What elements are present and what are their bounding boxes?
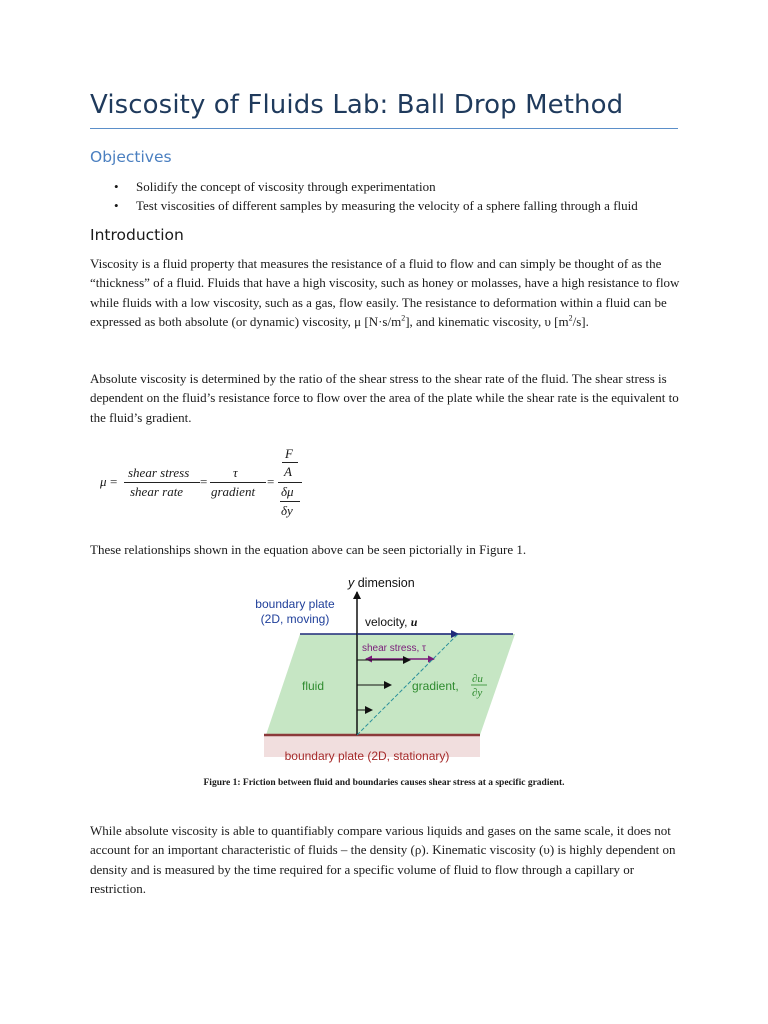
eq-fraction-bar [278, 482, 302, 483]
eq-A: A [284, 464, 292, 479]
introduction-heading: Introduction [90, 226, 184, 244]
shear-stress-label: shear stress, τ [362, 643, 426, 654]
figure-caption: Figure 1: Friction between fluid and boundaries causes shear stress at a specific gradient. [203, 778, 565, 788]
velocity-label: velocity, u [365, 615, 418, 629]
page-title: Viscosity of Fluids Lab: Ball Drop Method [90, 90, 624, 120]
bullet-icon: • [114, 198, 119, 213]
eq-mu: μ [100, 474, 107, 489]
p1-sup-2: 2 [568, 313, 573, 323]
list-item [90, 196, 638, 215]
viscosity-equation [100, 444, 420, 524]
p1-sup-1: 2 [401, 313, 406, 323]
eq-den2: gradient [211, 484, 256, 499]
eq-num2: τ [233, 465, 238, 480]
eq-fraction-bar [280, 501, 300, 502]
moving-plate-label: boundary plate [255, 597, 335, 611]
shear-diagram [240, 572, 530, 772]
fluid-label: fluid [302, 679, 325, 693]
eq-fraction-bar [282, 462, 298, 463]
eq-fraction-bar [210, 482, 266, 483]
moving-plate-sublabel: (2D, moving) [260, 612, 330, 626]
p1-text: Viscosity is a fluid property that measures the resistance of a fluid to flow and can simply be thought of as the “thickness” of a fluid. Fluids that have a high viscosity, such as honey or molasses, have a high resistance to flow while fluids with a low viscosity, such as a gas, flow easily. The resistance to deformation within a fluid can be expressed as both absolute (or dynamic) viscosity, μ [N·s/m [90, 256, 680, 330]
intro-paragraph-4: While absolute viscosity is able to quantifiably compare various liquids and gases on the same scale, it does not account for an important characteristic of fluids – the density (ρ). Kinematic viscosity (υ) is highly dependent on density and is measured by the time required for a specific volume of fluid to flow through a capillary or restriction. [90, 823, 676, 897]
objective-text: Solidify the concept of viscosity through experimentation [136, 179, 436, 194]
gradient-denominator: ∂y [472, 687, 483, 699]
title-underline [90, 128, 678, 129]
eq-F: F [285, 446, 293, 461]
eq-den1: shear rate [130, 484, 184, 499]
gradient-label: gradient, [412, 679, 459, 693]
y-dimension-label: y dimension [348, 576, 415, 590]
eq-num1: shear stress [128, 465, 190, 480]
intro-paragraph-1 [90, 254, 690, 332]
eq-dmu: δμ [281, 484, 294, 499]
bullet-icon: • [114, 179, 119, 194]
eq-fraction-bar [124, 482, 200, 483]
p1-end: /s]. [572, 314, 589, 330]
list-item [90, 177, 638, 196]
objectives-list [90, 177, 638, 215]
objectives-heading: Objectives [90, 148, 172, 166]
eq-equals: = [110, 474, 118, 489]
p1-mid: ], and kinematic viscosity, υ [m [405, 314, 569, 330]
objective-text: Test viscosities of different samples by measuring the velocity of a sphere falling through a fluid [136, 198, 638, 213]
eq-dy: δy [281, 503, 293, 518]
stationary-plate-label: boundary plate (2D, stationary) [284, 749, 450, 763]
intro-paragraph-3: These relationships shown in the equation above can be seen pictorially in Figure 1. [90, 542, 527, 557]
gradient-numerator: ∂u [472, 673, 483, 685]
eq-equals: = [267, 474, 275, 489]
eq-equals: = [200, 474, 208, 489]
intro-paragraph-2: Absolute viscosity is determined by the ratio of the shear stress to the shear rate of the fluid. The shear stress is dependent on the fluid’s resistance force to flow over the area of the plate while the shear rate is the equivalent to the fluid’s gradient. [90, 371, 679, 425]
